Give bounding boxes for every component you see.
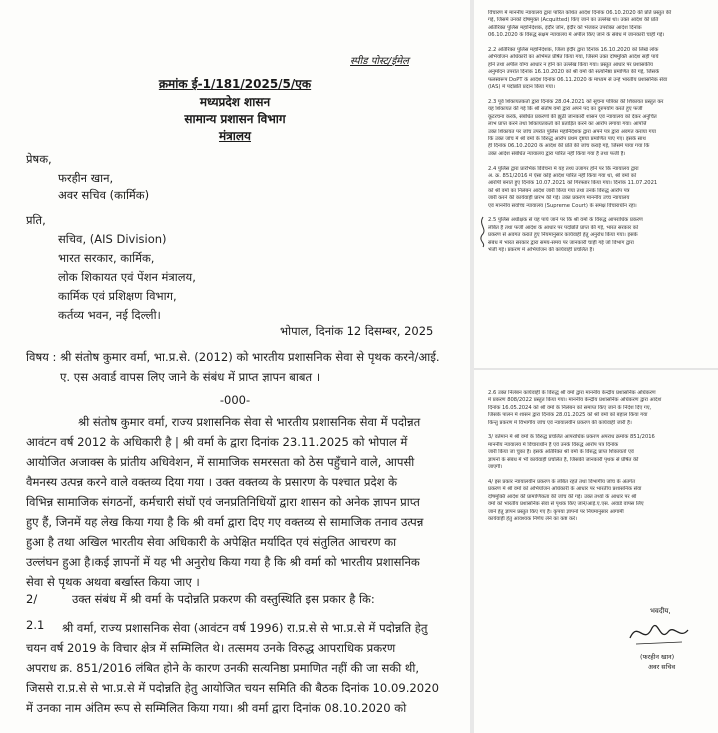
right-top-text <box>488 10 708 254</box>
paragraph-line: श्री संतोष कुमार वर्मा, राज्य प्रशासनिक सेवा से भारतीय प्रशासनिक सेवा में पदोन्नत <box>78 415 421 429</box>
text-line: लाभ प्राप्त करने तथा शिकायतकर्ता को प्रताड़ित करने का आरोप लगाया गया। आपत्ति <box>488 121 647 128</box>
text-line: 2.3 पूर्व शिकायतकर्ता द्वारा दिनांक 28.04.2021 को सूचना पत्रिका की शिकायत प्रस्तुत कर <box>488 98 664 105</box>
right-bottom-text <box>488 390 708 523</box>
text-line: अभियोजन अधिकारी का अभिमत प्रेषित किया गया, जिसमें उक्त दोषमुक्ति आदेश सही पाये <box>488 54 659 61</box>
paragraph-line: वैमनस्य उत्पन्न करने वाले वक्तव्य दिया गया । उक्त वक्तव्य के प्रसारण के पश्चात प्रदेश के <box>26 475 398 489</box>
text-line: गई, जिसमें उनको दोषमुक्त (Acquitted) किए जाने का उल्लेख था। उक्त आदेश की प्रति <box>488 17 659 24</box>
paragraph-line: श्री वर्मा, राज्य प्रशासनिक सेवा (आवंटन वर्ष 1996) रा.प्र.से से भा.प्र.से में पदोन्नति हेतु <box>62 621 428 635</box>
paragraph-line: आवंटन वर्ष 2012 के अधिकारी है | श्री वर्मा के द्वारा दिनांक 23.11.2025 को भोपाल में <box>26 435 408 449</box>
text-line: 2.5 पुलिस अधीक्षक से यह पाये जाने पर कि श्री वर्मा के विरुद्ध आपराधिक प्रकरण <box>488 217 643 224</box>
paragraph-1 <box>26 412 450 592</box>
text-line: अनुमोदन उपरांत दिनांक 16.10.2020 को श्री वर्मा की सत्यनिष्ठा प्रमाणित की गई, जिसके <box>488 69 660 76</box>
department-name: सामान्य प्रशासन विभाग <box>184 112 286 126</box>
address-line: कार्मिक एवं प्रशिक्षण विभाग, <box>58 289 177 303</box>
text-line: संबंध में भारत सरकार द्वारा समय-समय पर जानकारी चाही गई जो विभाग द्वारा <box>488 239 634 246</box>
paragraph-2-1 <box>26 618 450 718</box>
text-line: 3/ वर्तमान में श्री वर्मा के विरुद्ध प्रचलित आपराधिक प्रकरण अपराध क्रमांक 851/2016 <box>488 434 655 441</box>
text-line: प्रकरण में श्री वर्मा को अभियोजन अधिकारी के आधार पर भारतीय प्रशासनिक सेवा <box>488 486 642 493</box>
order-number: क्रमांक ई-1/181/2025/5/एक <box>158 77 312 91</box>
subject <box>26 347 446 387</box>
text-line: ज्ञापनों के संबंध में भी कार्यवाही प्रचलित है, जिसकी जानकारी पृथक से प्रेषित की <box>488 456 639 463</box>
text-line: लंबित है तथा फर्जी आदेश के आधार पर पदोन्नति प्राप्त की गई, भारत सरकार को <box>488 224 639 231</box>
text-line: फलस्वरूप DoPT के आदेश दिनांक 06.11.2020 के माध्यम से उन्हें भारतीय प्रशासनिक सेवा <box>488 76 668 83</box>
text-line: 2.2 अतिरिक्त पुलिस महानिदेशक, जिला इंदौर द्वारा दिनांक 16.10.2020 को लिखे लोक <box>488 47 659 54</box>
text-line: उक्त आदेश संबंधित न्यायालय द्वारा पारित नहीं किया गया है तथा फर्जी है। <box>488 150 626 157</box>
address-line: कर्तव्य भवन, नई दिल्ली। <box>58 308 161 322</box>
text-line: उक्त शिकायत पर जांच उपरांत पुलिस महानिदेशक द्वारा अपने पत्र द्वारा अवगत कराया गया <box>488 128 656 135</box>
text-line: दोषमुक्ति आदेश की प्रामाणिकता की जांच की गई। उक्त तथ्यों के आधार पर श्री <box>488 493 637 500</box>
text-line: जाने हेतु ज्ञापन प्रस्तुत किए गए हैं। कृपया ज्ञापनों पर नियमानुसार आगामी <box>488 508 624 515</box>
text-line <box>488 471 708 478</box>
recipient-address <box>58 230 196 325</box>
date-line: भोपाल, दिनांक 12 दिसम्बर, 2025 <box>280 324 434 338</box>
sender-name: फरहीन खान, <box>58 171 114 185</box>
speed-post-label: स्पीड पोस्ट/ईमेल <box>350 56 409 67</box>
paragraph-line: हुआ है तथा अखिल भारतीय सेवा अधिकारी के अपेक्षित मर्यादित एवं संतुलित आचरण का <box>26 535 397 549</box>
text-line: को श्री वर्मा का निलंबन आदेश जारी किया गया तथा उनके विरुद्ध आरोप पत्र <box>488 187 630 194</box>
signatory-post: अवर सचिव <box>648 663 676 671</box>
text-line: जाएगी। <box>488 464 503 471</box>
subject-line: ए. एस अवार्ड वापस लिए जाने के संबंध में प्राप्त ज्ञापन बाबत । <box>60 370 321 384</box>
text-line: यह शिकायत की गई कि श्री संतोष वर्मा द्वारा अपने पद का दुरुपयोग करते हुए फर्जी <box>488 106 643 113</box>
text-line: प्रकरण से अवगत कराते हुए नियमानुसार कार्यवाही हेतु अनुरोध किया गया। इसके <box>488 232 638 239</box>
text-line: होने तथा अपील योग्य आधार न होने का उल्लेख किया गया। प्रस्तुत आधार पर प्रशासकीय <box>488 61 653 68</box>
sender-label: प्रेषक, <box>26 152 52 166</box>
paragraph-line: सेवा से पृथक अथवा बर्खास्त किया जाए । <box>26 575 200 589</box>
ministry-name: मंत्रालय <box>218 129 251 143</box>
text-line: वर्मा को भारतीय प्रशासनिक सेवा से पृथक किए जाने/आई.ए.एस. अवार्ड वापस लिए <box>488 501 644 508</box>
paragraph-line: उल्लंघन हुआ है।कई ज्ञापनों में यह भी अनुरोध किया गया है कि श्री वर्मा को भारतीय प्रशासनिक <box>26 555 420 569</box>
sender-post: अवर सचिव (कार्मिक) <box>58 188 150 202</box>
subject-line: विषय : श्री संतोष कुमार वर्मा, भा.प्र.से. (2012) को भारतीय प्रशासनिक सेवा से पृथक करने/आई. <box>26 350 440 364</box>
text-line: 4/ इस प्रकार न्यायालयीन प्रकरण के लंबित रहते तथा विभागीय जांच के अंतर्गत <box>488 478 636 485</box>
paragraph-2-1-number: 2.1 <box>26 618 45 632</box>
text-line: अ. क्र. 851/2016 में ऐसा कोई आदेश पारित नहीं किया गया था, श्री वर्मा को <box>488 172 637 179</box>
text-line: जिसके पालन में शासन द्वारा दिनांक 28.01.2025 को श्री वर्मा को बहाल किया गया <box>488 412 648 419</box>
paragraph-line: हुए हैं, जिनमें यह लेख किया गया है कि श्री वर्मा द्वारा दिए गए वक्तव्य से सामाजिक तनाव उत्पन्न <box>26 515 424 529</box>
text-line: एवं माननीय सर्वोच्च न्यायालय (Supreme Court) के समक्ष विचाराधीन रहा। <box>488 202 637 209</box>
text-line: आरोपी बनाते हुए दिनांक 10.07.2021 को गिरफ्तार किया गया। दिनांक 11.07.2021 <box>488 180 658 187</box>
text-line: विचारण में माननीय न्यायालय द्वारा पारित कथित आदेश दिनांक 06.10.2020 की प्रति प्रस्तुत की <box>488 10 672 16</box>
letter-page-right <box>474 0 718 733</box>
text-line: 2.4 पुलिस द्वारा प्रारंभिक विवेचना में यह तथ्य उजागर होने पर कि न्यायालय द्वारा <box>488 165 639 172</box>
text-line: जारी करने की कार्यवाही प्रारंभ की गई। उक्त प्रकरण माननीय उच्च न्यायालय <box>488 195 630 202</box>
page-break <box>474 368 718 370</box>
paragraph-line: में उनका नाम अंतिम रूप से सम्मिलित किया गया। श्री वर्मा द्वारा दिनांक 08.10.2020 को <box>26 701 407 715</box>
address-line: भारत सरकार, कार्मिक, <box>58 251 155 265</box>
text-line <box>488 91 708 98</box>
text-line: माननीय न्यायालय में विचाराधीन है एवं उनके विरुद्ध आरोप पत्र दिनांक <box>488 441 619 448</box>
paragraph-line: विभिन्न सामाजिक संगठनों, कर्मचारी संघों एवं जनप्रतिनिधियों द्वारा शासन को अनेक ज्ञापन प्राप्त <box>26 495 420 509</box>
text-line: ही दिनांक 06.10.2020 के आदेश की प्रति की जांच कराई गई, जिसमें पाया गया कि <box>488 143 650 150</box>
text-line <box>488 210 708 217</box>
text-line: कूटरचना करके, संबंधित प्रकरणों की झूठी जानकारी शासन एवं न्यायालय को देकर अनुचित <box>488 113 657 120</box>
text-line: में प्रकरण 808/2022 प्रस्तुत किया गया। माननीय केन्द्रीय प्रशासनिक अधिकरण द्वारा आदेश <box>488 397 662 404</box>
text-line: भेजी गई। प्रकरण में अभियोजन की कार्यवाही प्रचलित है। <box>488 247 595 253</box>
recipient-label: प्रति, <box>26 213 46 227</box>
address-line: लोक शिकायत एवं पेंशन मंत्रालय, <box>58 270 196 284</box>
paragraph-line: अपराध क्र. 851/2016 लंबित होने के कारण उनकी सत्यनिष्ठा प्रमाणित नहीं की जा सकी थी, <box>26 661 420 675</box>
closing-word: भवदीय, <box>650 607 671 615</box>
address-line: सचिव, (AIS Division) <box>58 232 167 246</box>
text-line <box>488 427 708 434</box>
text-line <box>488 158 708 165</box>
text-line: किन्तु प्रकरण में विभागीय जांच एवं न्यायालयीन प्रकरण की कार्यवाही जारी है। <box>488 419 632 426</box>
signatory-name: (फरहीन खान) <box>640 653 675 661</box>
separator: -000- <box>219 393 251 407</box>
paragraph-line: आयोजित अजाक्स के प्रांतीय अधिवेशन, में सामाजिक समरसता को ठेस पहुँचाने वाले, आपसी <box>26 455 415 469</box>
text-line: कार्यवाही हेतु आवश्यक निर्णय लेने का कष्ट करें। <box>488 515 578 522</box>
text-line: 06.10.2020 के विरुद्ध सक्षम न्यायालय में अपील किए जाने के संबंध में जानकारी चाही गई। <box>488 32 665 39</box>
text-line: कि उक्त जांच में श्री वर्मा के विरुद्ध आरोप प्रथम दृष्टया प्रमाणित पाए गए। इसके साथ <box>488 135 646 142</box>
text-line: अतिरिक्त पुलिस महानिदेशक, इंदौर जोन, इंदौर को भेजकर उपरोक्त आदेश दिनांक <box>488 24 642 31</box>
text-line: (IAS) में पदोन्नति प्रदान किया गया। <box>488 84 555 91</box>
paragraph-line: जिससे रा.प्र.से से भा.प्र.से में पदोन्नति हेतु आयोजित चयन समिति की बैठक दिनांक 10.09.2020 <box>26 681 439 695</box>
text-line <box>488 40 708 47</box>
text-line: 2.6 उक्त निलंबन कार्यवाही के विरुद्ध श्री वर्मा द्वारा माननीय केन्द्रीय प्रशासनिक अधिकरण <box>488 390 656 396</box>
paragraph-line: चयन वर्ष 2019 के विचार क्षेत्र में सम्मिलित थे। तत्समय उनके विरुद्ध आपराधिक प्रकरण <box>26 641 396 655</box>
paragraph-2-number: 2/ <box>26 592 38 606</box>
text-line: जारी किया जा चुका है। इसके अतिरिक्त श्री वर्मा के विरुद्ध प्राप्त शिकायतों एवं <box>488 449 634 456</box>
paragraph-2-text: उक्त संबंध में श्री वर्मा के पदोन्नति प्रकरण की वस्तुस्थिति इस प्रकार है कि: <box>72 592 375 606</box>
text-line: दिनांक 16.05.2024 को श्री वर्मा के निलंबन को समाप्त किए जाने के निर्देश दिए गए, <box>488 404 652 411</box>
margin-mark <box>476 215 490 249</box>
signature <box>624 616 694 650</box>
government-name: मध्यप्रदेश शासन <box>199 95 271 109</box>
